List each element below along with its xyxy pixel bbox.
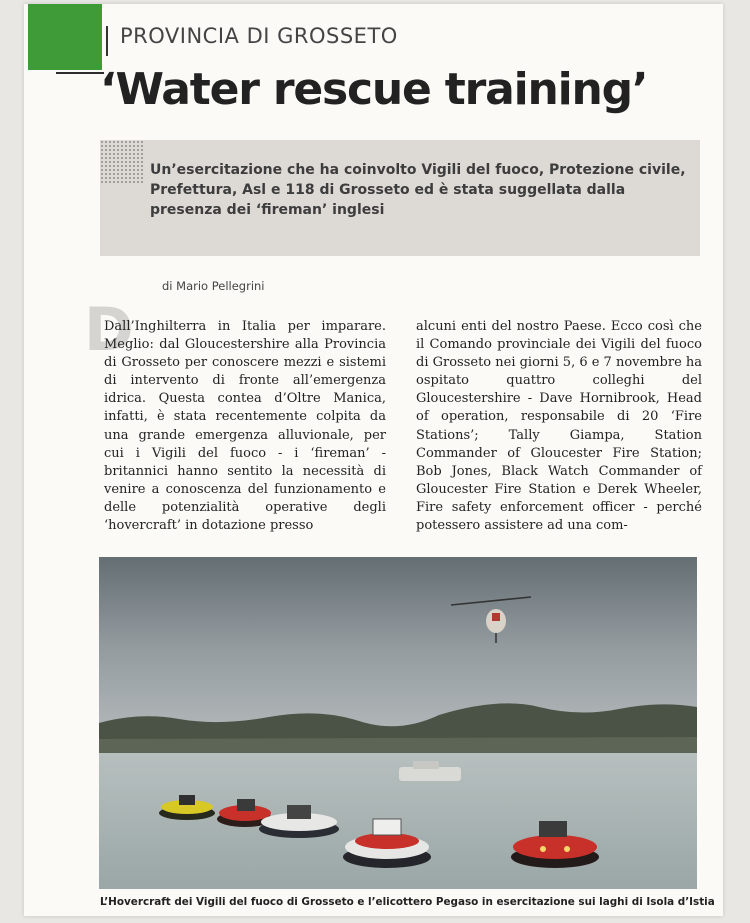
- photo-caption: L’Hovercraft dei Vigili del fuoco di Grosseto e l’elicottero Pegaso in esercitazione sui laghi di Isola d’Istia: [100, 896, 715, 908]
- drop-cap: D: [84, 295, 134, 365]
- section-underline: [56, 72, 104, 74]
- article-paragraph-right: alcuni enti del nostro Paese. Ecco così che il Comando provinciale dei Vigili del fuoco di Grosseto nei giorni 5, 6 e 7 novembre ha ospitato quattro colleghi del Gloucestershire - Dave Hornibrook, Head of operation, responsabile di 20 ‘Fire Stations’; Tally Giampa, Station Commander of Gloucester Fire Station; Bob Jones, Black Watch Commander of Gloucester Fire Station e Derek Wheeler, Fire safety enforcement officer - perché potessero assistere ad una com-: [416, 319, 703, 534]
- magazine-page: [24, 4, 723, 916]
- photo-illustration: [99, 557, 697, 889]
- article-photo: [99, 557, 697, 889]
- section-divider: [106, 26, 108, 56]
- sky: [99, 557, 697, 737]
- article-headline: ‘Water rescue training’: [100, 64, 648, 115]
- byline: di Mario Pellegrini: [162, 279, 265, 293]
- section-title: PROVINCIA DI GROSSETO: [120, 24, 398, 48]
- lead-text: Un’esercitazione che ha coinvolto Vigili del fuoco, Protezione civile, Prefettura, Asl e 118 di Grosseto ed è stata suggellata dalla presenza dei ‘fireman’ inglesi: [150, 162, 686, 218]
- article-paragraph-left: Dall’Inghilterra in Italia per imparare. Meglio: dal Gloucestershire alla Provincia di Grosseto per conoscere mezzi e sistemi di intervento di fronte all’emergenza idrica. Questa contea d’Oltre Manica, infatti, è stata recentemente colpita da una grande emergenza alluvionale, per cui i Vigili del fuoco - i ‘fireman’ - britannici hanno sentito la necessità di venire a conoscenza del funzionamento e delle potenzialità operative degli ‘hovercraft’ in dotazione presso: [104, 319, 386, 534]
- article-column-left: [104, 318, 386, 535]
- section-color-block: [28, 4, 102, 70]
- article-column-right: [416, 318, 702, 535]
- lead-dot-pattern: [100, 140, 144, 184]
